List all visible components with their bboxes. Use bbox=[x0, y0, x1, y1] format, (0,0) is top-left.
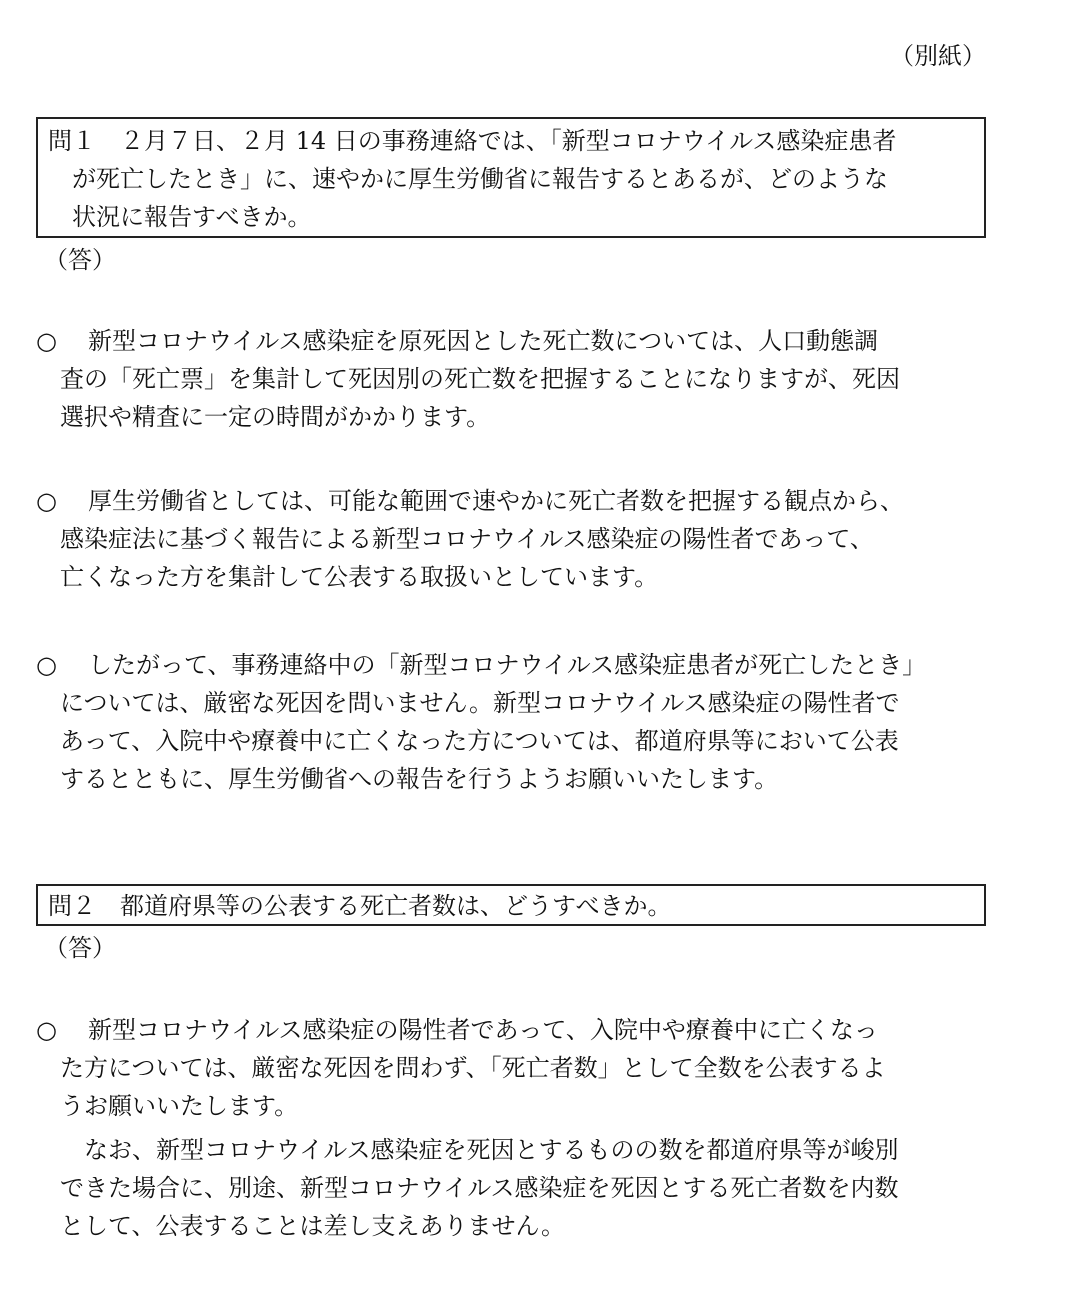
question-1-box bbox=[36, 117, 986, 238]
bullet-circle: ○ bbox=[36, 487, 57, 515]
answer-2-label: （答） bbox=[44, 934, 116, 962]
paragraph-line: できた場合に、別途、新型コロナウイルス感染症を死因とする死亡者数を内数 bbox=[60, 1174, 899, 1202]
question-2-line: 問２ 都道府県等の公表する死亡者数は、どうすべきか。 bbox=[48, 892, 672, 920]
paragraph-line: 亡くなった方を集計して公表する取扱いとしています。 bbox=[60, 563, 659, 591]
paragraph-line: については、厳密な死因を問いません。新型コロナウイルス感染症の陽性者で bbox=[60, 689, 900, 717]
paragraph-line: として、公表することは差し支えありません。 bbox=[60, 1212, 565, 1240]
paragraph-line: うお願いいたします。 bbox=[60, 1092, 299, 1120]
paragraph-line: するとともに、厚生労働省への報告を行うようお願いいたします。 bbox=[60, 765, 779, 793]
paragraph-line bbox=[36, 322, 996, 360]
bullet-circle: ○ bbox=[36, 327, 57, 355]
paragraph-text: 厚生労働省としては、可能な範囲で速やかに死亡者数を把握する観点から、 bbox=[88, 487, 904, 515]
paragraph-line: た方については、厳密な死因を問わず、「死亡者数」として全数を公表するよ bbox=[60, 1054, 886, 1082]
question-2-box bbox=[36, 884, 986, 926]
paragraph-line: 査の「死亡票」を集計して死因別の死亡数を把握することになりますが、死因 bbox=[60, 365, 900, 393]
paragraph-line: 選択や精査に一定の時間がかかります。 bbox=[60, 403, 491, 431]
answer-1-paragraph-2 bbox=[36, 482, 996, 596]
answer-2-paragraph-1 bbox=[36, 1011, 996, 1125]
paragraph-line: あって、入院中や療養中に亡くなった方については、都道府県等において公表 bbox=[60, 727, 899, 755]
bullet-circle: ○ bbox=[36, 1016, 57, 1044]
question-1-line: 状況に報告すべきか。 bbox=[72, 203, 312, 231]
paragraph-text: したがって、事務連絡中の「新型コロナウイルス感染症患者が死亡したとき」 bbox=[88, 651, 927, 679]
answer-1-label: （答） bbox=[44, 246, 116, 274]
paragraph-text: 新型コロナウイルス感染症を原死因とした死亡数については、人口動態調 bbox=[88, 327, 879, 355]
paragraph-line: 感染症法に基づく報告による新型コロナウイルス感染症の陽性者であって、 bbox=[60, 525, 874, 553]
bullet-circle: ○ bbox=[36, 651, 57, 679]
answer-1-paragraph-1 bbox=[36, 322, 996, 436]
paragraph-line bbox=[36, 646, 996, 684]
answer-1-paragraph-3 bbox=[36, 646, 996, 798]
annex-label: （別紙） bbox=[890, 42, 986, 70]
paragraph-line bbox=[36, 1011, 996, 1049]
question-1-line: が死亡したとき」に、速やかに厚生労働省に報告するとあるが、どのような bbox=[72, 165, 888, 193]
paragraph-line bbox=[36, 482, 996, 520]
answer-2-paragraph-2 bbox=[36, 1131, 996, 1245]
paragraph-text: 新型コロナウイルス感染症の陽性者であって、入院中や療養中に亡くなっ bbox=[88, 1016, 878, 1044]
question-1-line: 問１ ２月７日、２月 14 日の事務連絡では、「新型コロナウイルス感染症患者 bbox=[48, 127, 897, 155]
paragraph-line: なお、新型コロナウイルス感染症を死因とするものの数を都道府県等が峻別 bbox=[84, 1136, 899, 1164]
